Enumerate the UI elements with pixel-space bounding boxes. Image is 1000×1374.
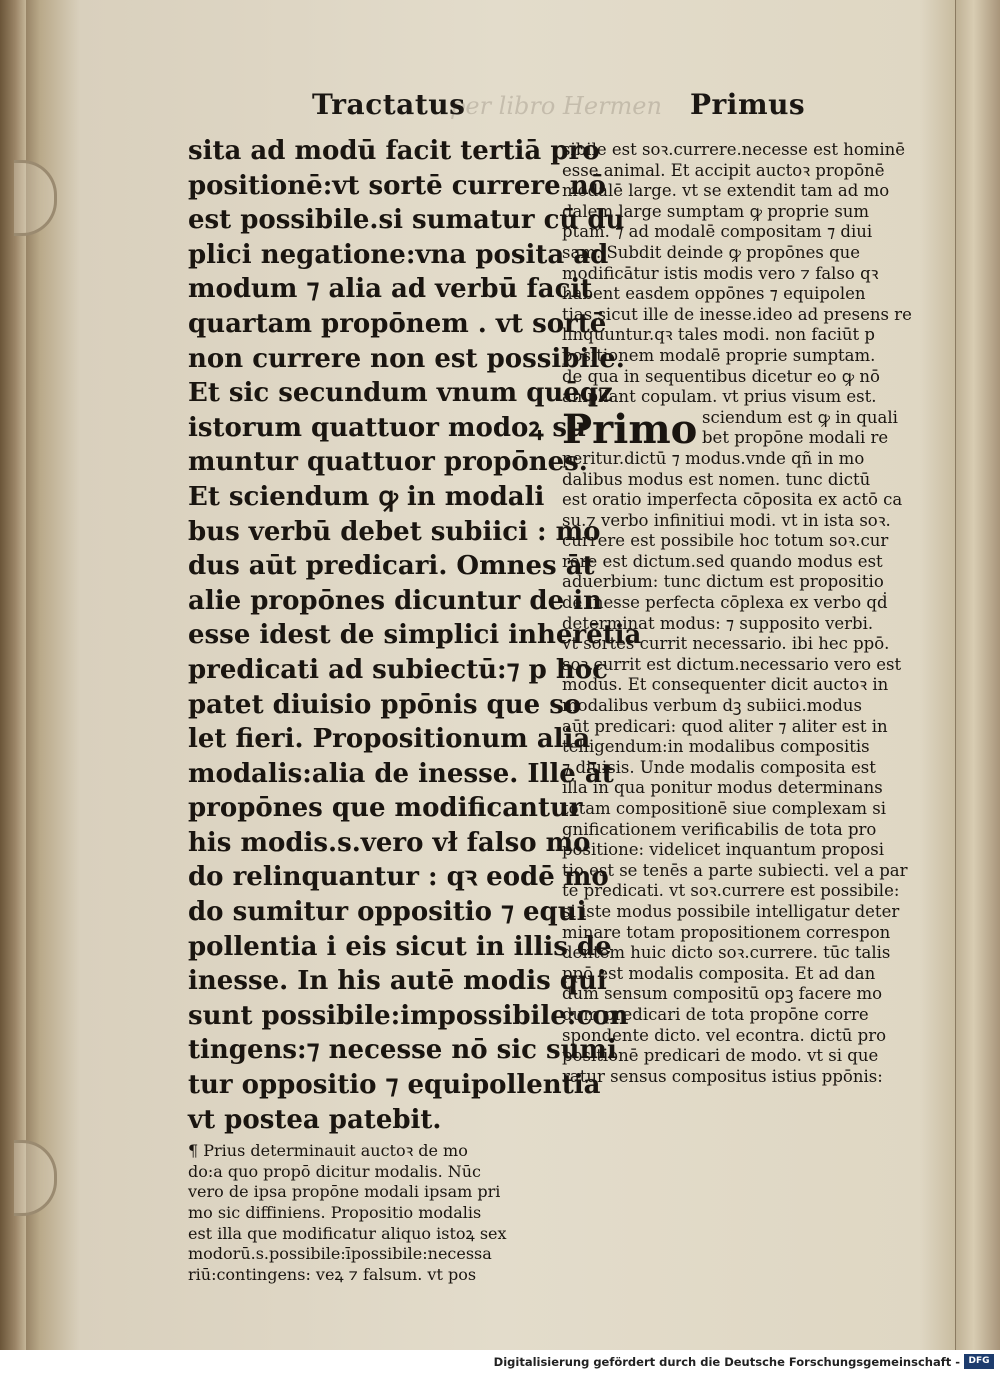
commentary-line: dum sensum compositū opꝫ facere mo bbox=[562, 984, 883, 1004]
commentary-line: aūt predicari: quod aliter ⁊ aliter est in bbox=[562, 716, 888, 736]
commentary-line: determinat modus: ⁊ supposito verbi. bbox=[562, 613, 874, 633]
text-line: plici negatione:vna posita ad bbox=[188, 239, 609, 270]
text-line: esse idest de simplici inherētia bbox=[188, 620, 642, 651]
commentary-line: dentem huic dicto soꝛ.currere. tūc talis bbox=[562, 943, 891, 963]
commentary-line: est illa que modificatur aliquo istoꝝ sex bbox=[188, 1223, 507, 1243]
commentary-line: gnificationem verificabilis de tota pro bbox=[562, 819, 877, 839]
commentary-line: su.⁊ verbo infinitiui modi. vt in ista soꝛ. bbox=[562, 510, 891, 530]
commentary-line: de inesse perfecta cōplexa ex verbo qḋ bbox=[562, 593, 888, 613]
commentary-line: dum predicari de tota propōne corre bbox=[562, 1004, 869, 1024]
commentary-line: totam compositionē siue complexam si bbox=[562, 799, 887, 818]
text-line: propōnes que modificantur bbox=[188, 793, 583, 824]
commentary-line: tio est se tenēs a parte subiecti. vel a par bbox=[562, 860, 908, 880]
text-line: modalis:alia de inesse. Ille āt bbox=[188, 758, 614, 789]
text-line: do relinquantur : qꝛ eodē mo bbox=[188, 862, 609, 893]
footer-credit: Digitalisierung gefördert durch die Deutsche Forschungsgemeinschaft - bbox=[493, 1355, 960, 1369]
text-line: alie propōnes dicuntur de in bbox=[188, 585, 602, 616]
commentary-line: modificātur istis modis vero ⁊ falso qꝛ bbox=[562, 263, 879, 283]
commentary-line: vt sortes currit necessario. ibi hec ppō. bbox=[562, 634, 890, 654]
main-text-column bbox=[188, 134, 642, 1285]
commentary-line: telligendum:in modalibus compositis bbox=[562, 737, 870, 757]
clasp-top bbox=[14, 160, 57, 236]
commentary-line: modus. Et consequenter dicit auctoꝛ in bbox=[562, 675, 889, 695]
commentary-block bbox=[188, 1141, 550, 1285]
text-line: dus aūt predicari. Omnes āt bbox=[188, 551, 595, 582]
commentary-line: te predicati. vt soꝛ.currere est possibile: bbox=[562, 881, 900, 901]
commentary-line: bet propōne modali re bbox=[702, 428, 889, 448]
decorated-initial: Primo bbox=[562, 405, 698, 453]
commentary-line: ratur sensus compositus istius ppōnis: bbox=[562, 1066, 883, 1086]
dfg-logo: DFG bbox=[964, 1354, 994, 1369]
text-line: pollentia i eis sicut in illis de bbox=[188, 931, 612, 962]
commentary-line: currere est possibile hoc totum soꝛ.cur bbox=[562, 531, 889, 551]
text-line: muntur quattuor propōnes. bbox=[188, 447, 588, 478]
commentary-line: ¶ Prius determinauit auctoꝛ de mo bbox=[188, 1141, 468, 1161]
commentary-line: riū:contingens: veꝝ ⁊ falsum. vt pos bbox=[188, 1264, 477, 1284]
digitization-footer bbox=[0, 1350, 1000, 1374]
commentary-line: ppō est modalis composita. Et ad dan bbox=[562, 963, 876, 983]
text-line: Et sic secundum vnum quēqz bbox=[188, 378, 613, 409]
commentary-line: spondente dicto. vel econtra. dictū pro bbox=[562, 1025, 887, 1045]
clasp-bottom bbox=[14, 1140, 57, 1216]
commentary-line: habent easdem oppōnes ⁊ equipolen bbox=[562, 284, 866, 304]
commentary-line: positionē predicari de modo. vt si que bbox=[562, 1046, 879, 1066]
text-line: bus verbū debet subiici : mo bbox=[188, 516, 601, 547]
commentary-line: dalibus modus est nomen. tunc dictū bbox=[562, 469, 871, 489]
commentary-line: soꝛ.currit est dictum.necessario vero est bbox=[562, 654, 902, 674]
commentary-line: vero de ipsa propōne modali ipsam pri bbox=[188, 1182, 501, 1202]
commentary-line: sam. Subdit deinde ꝙ propōnes que bbox=[562, 242, 861, 262]
text-line: predicati ad subiectū:⁊ p hoc bbox=[188, 654, 608, 685]
text-line: tingens:⁊ necesse nō sic sumi bbox=[188, 1035, 617, 1066]
text-line: non currere non est possibile. bbox=[188, 343, 625, 374]
commentary-line: sibile est soꝛ.currere.necesse est hominē bbox=[562, 140, 906, 159]
commentary-line: rere est dictum.sed quando modus est bbox=[562, 551, 883, 571]
commentary-line: dalem large sumptam ꝙ proprie sum bbox=[562, 201, 870, 221]
commentary-line: ptam. ⁊ ad modalē compositam ⁊ diui bbox=[562, 222, 873, 242]
commentary-line: sciendum est ꝙ in quali bbox=[702, 407, 898, 427]
text-line: positionē:vt sortē currere nō bbox=[188, 170, 606, 201]
commentary-column bbox=[562, 140, 914, 1087]
text-line: inesse. In his autē modis qui bbox=[188, 966, 607, 997]
commentary-line: minare totam propositionem correspon bbox=[562, 922, 891, 942]
commentary-line: tias sicut ille de inesse.ideo ad presens re bbox=[562, 304, 912, 324]
commentary-line: est oratio imperfecta cōposita ex actō ca bbox=[562, 490, 903, 510]
commentary-line: aduerbium: tunc dictum est propositio bbox=[562, 572, 884, 592]
commentary-line: illa in qua ponitur modus determinans bbox=[562, 778, 883, 798]
commentary-line: do:a quo propō dicitur modalis. Nūc bbox=[188, 1161, 482, 1181]
commentary-line: si iste modus possibile intelligatur deter bbox=[562, 901, 900, 921]
commentary-line: modalibus verbum dꝫ subiici.modus bbox=[562, 696, 862, 716]
text-line: do sumitur oppositio ⁊ equi bbox=[188, 897, 587, 928]
commentary-line: modorū.s.possibile:īpossibile:necessa bbox=[188, 1244, 492, 1264]
text-line: sita ad modū facit tertiā pro bbox=[188, 136, 600, 166]
text-line: patet diuisio ppōnis que so bbox=[188, 689, 582, 720]
show-through-text: per libro Hermen bbox=[450, 92, 662, 120]
commentary-line: positionem modalē proprie sumptam. bbox=[562, 345, 876, 365]
commentary-line: ampliant copulam. vt prius visum est. bbox=[562, 387, 877, 407]
text-line: Et sciendum ꝙ in modali bbox=[188, 481, 545, 512]
text-line: his modis.s.vero vł falso mo bbox=[188, 827, 591, 858]
page-edge-right bbox=[955, 0, 1000, 1350]
commentary-line: positione: videlicet inquantum proposi bbox=[562, 840, 884, 860]
commentary-line: modalē large. vt se extendit tam ad mo bbox=[562, 181, 890, 201]
commentary-line: ⁊ diuisis. Unde modalis composita est bbox=[562, 757, 876, 777]
commentary-line: linquuntur.qꝛ tales modi. non faciūt p bbox=[562, 325, 875, 345]
text-line: est possibile.si sumatur cū du bbox=[188, 205, 625, 236]
text-line: sunt possibile:impossibile:con bbox=[188, 1000, 629, 1031]
running-header-right: Primus bbox=[690, 88, 806, 121]
text-line: quartam propōnem . vt sortē bbox=[188, 308, 607, 339]
commentary-line: esse animal. Et accipit auctoꝛ propōnē bbox=[562, 160, 885, 180]
commentary-line: peritur.dictū ⁊ modus.vnde qñ in mo bbox=[562, 448, 865, 468]
commentary-line: de qua in sequentibus dicetur eo ꝙ nō bbox=[562, 366, 880, 386]
commentary-line: mo sic diffiniens. Propositio modalis bbox=[188, 1203, 482, 1222]
text-line: istorum quattuor modoꝝ su bbox=[188, 412, 586, 443]
text-line: modum ⁊ alia ad verbū facit bbox=[188, 274, 593, 305]
running-header-left: Tractatus bbox=[312, 88, 466, 121]
text-line: vt postea patebit. bbox=[188, 1104, 442, 1135]
text-line: tur oppositio ⁊ equipollentia bbox=[188, 1070, 601, 1101]
text-line: let fieri. Propositionum alia bbox=[188, 724, 591, 755]
